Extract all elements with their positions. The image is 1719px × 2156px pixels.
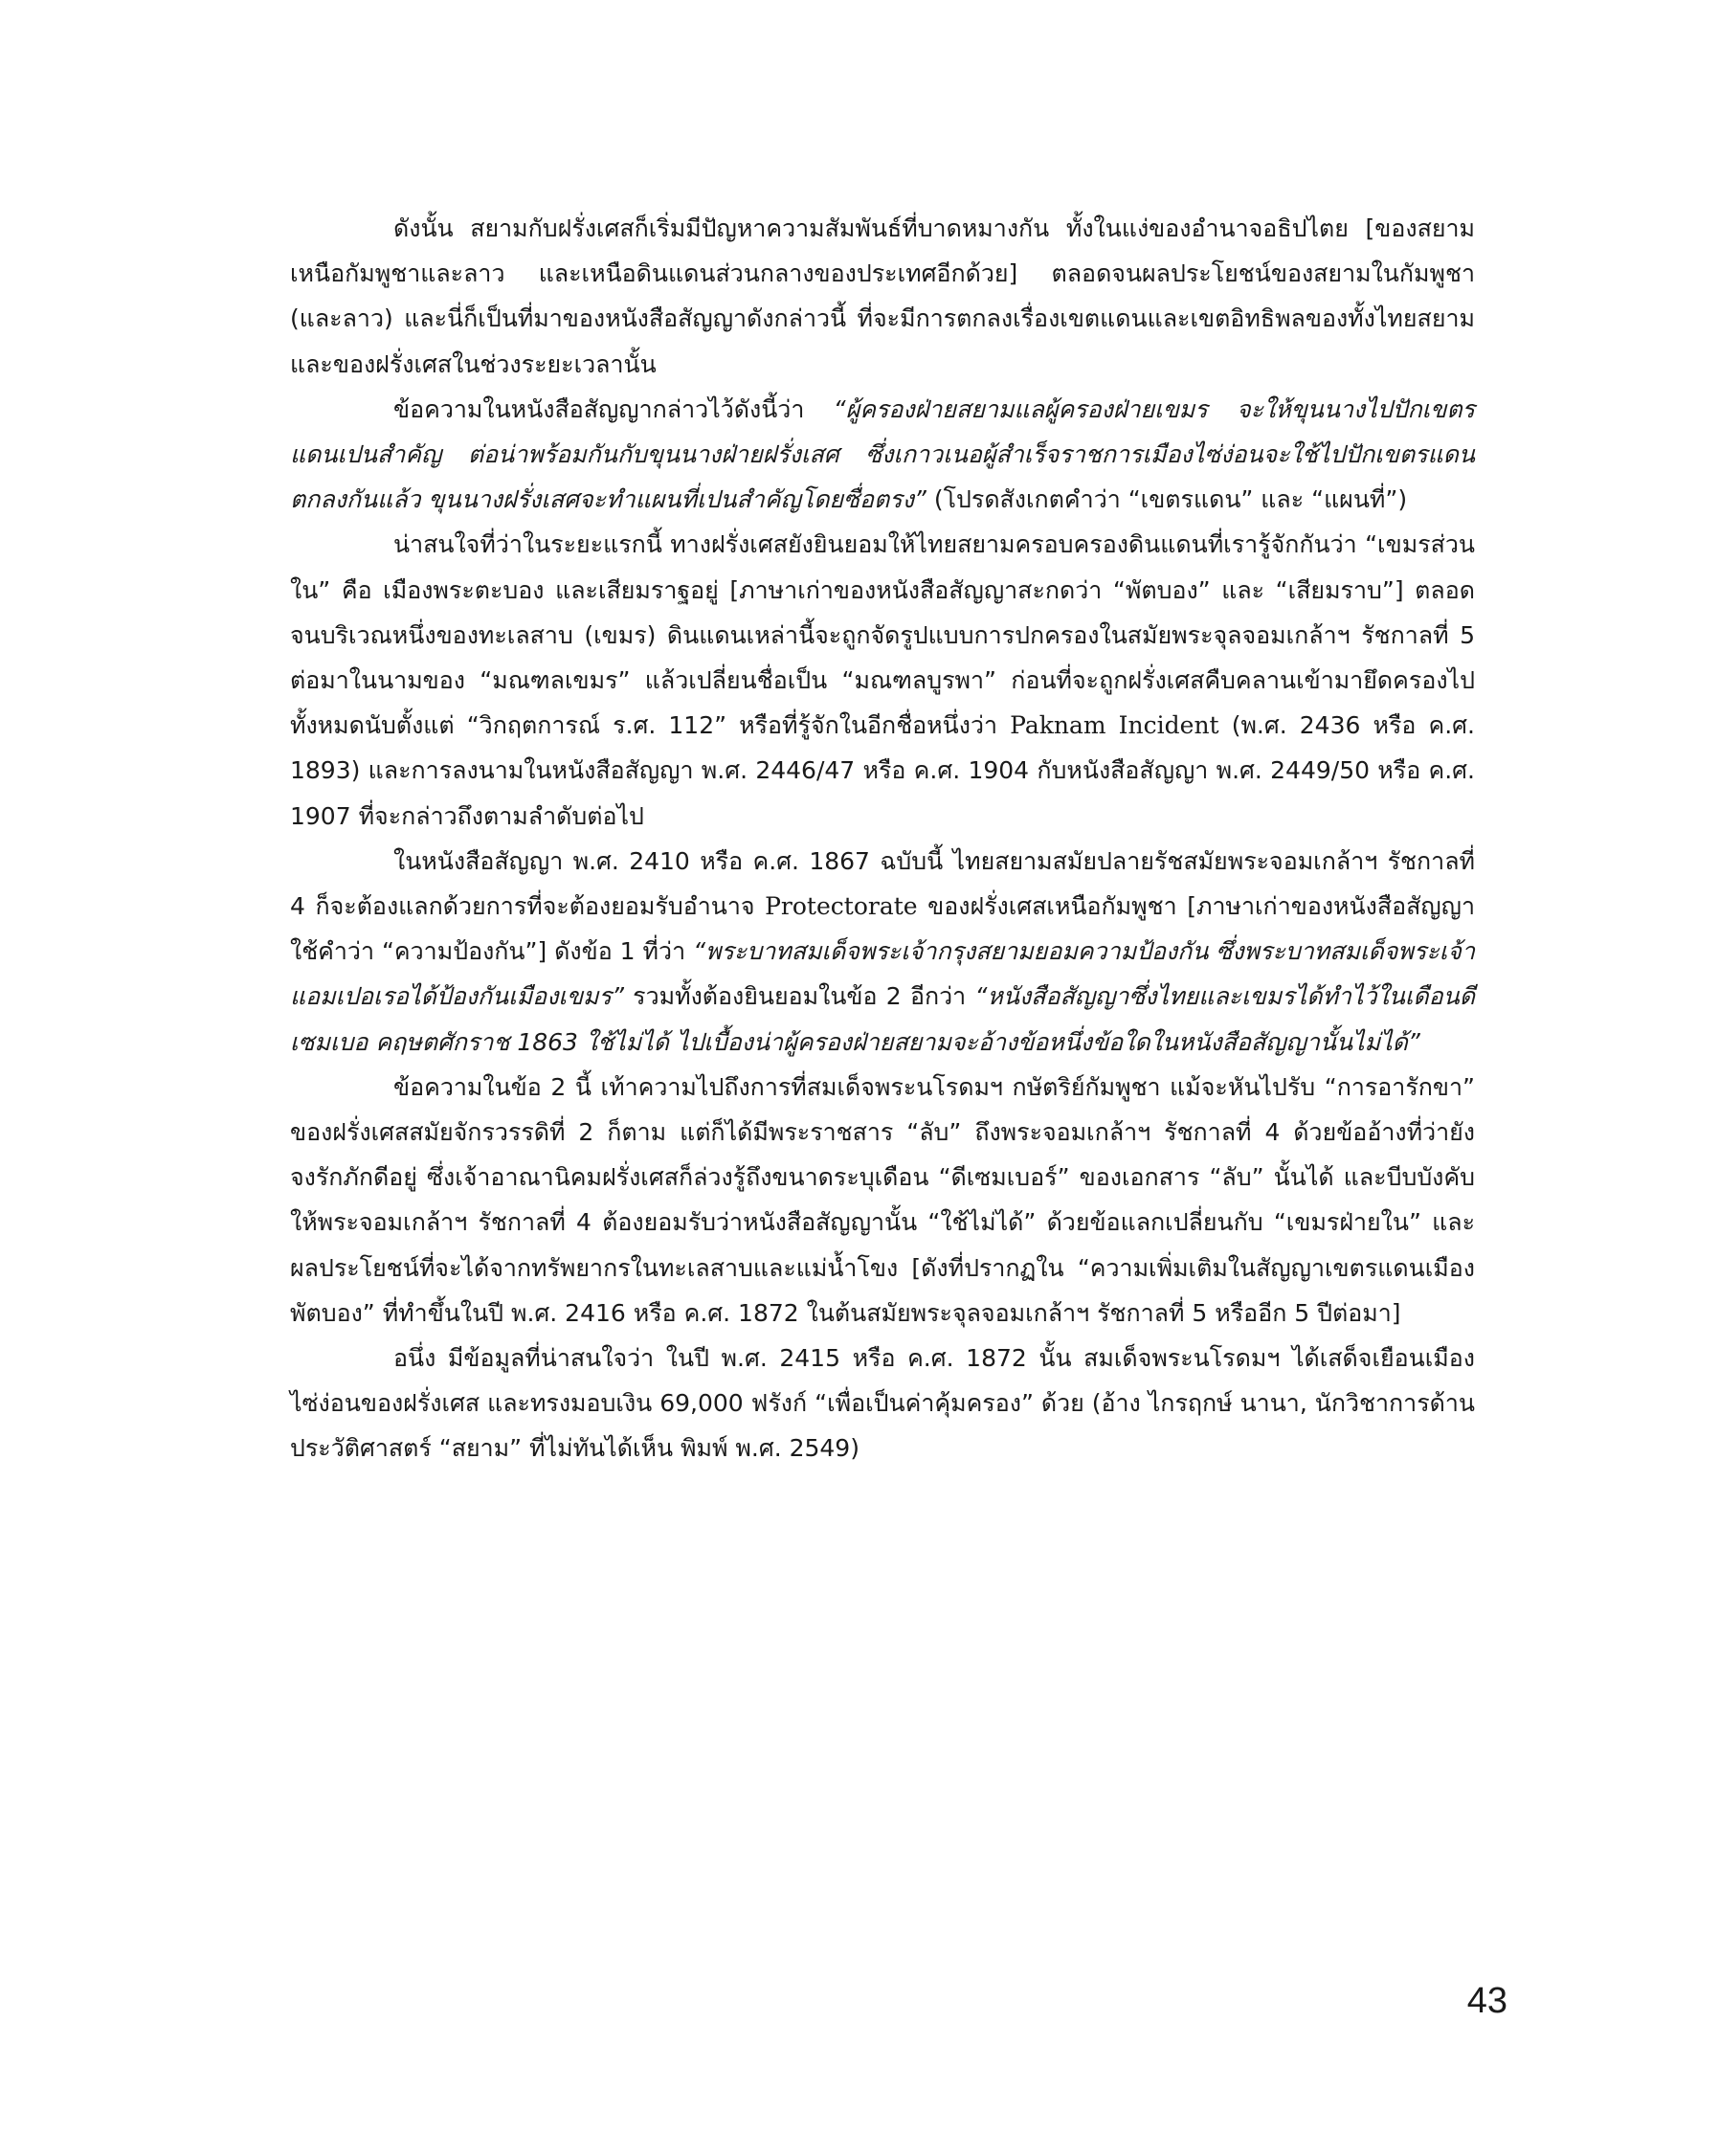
treaty-quote-article-2: “หนังสือสัญญาซึ่งไทยและเขมรได้ทำไว้ในเดือนดีเซมเบอ คฤษตศักราช 1863 ใช้ไม่ได้ ไปเบื้องน่าผู้ครองฝ่ายสยามจะอ้างข้อหนึ่งข้อใดในหนังสือสัญญานั้นไม่ได้”	[290, 982, 1475, 1056]
paragraph-1	[290, 206, 1475, 387]
paragraph-4-text-c: รวมทั้งต้องยินยอมในข้อ 2 อีกว่า	[623, 982, 975, 1011]
paragraph-6	[290, 1336, 1475, 1471]
protectorate-term: Protectorate	[765, 892, 918, 921]
paragraph-3-text-a: น่าสนใจที่ว่าในระยะแรกนี้ ทางฝรั่งเศสยังยินยอมให้ไทยสยามครอบครองดินแดนที่เรารู้จักกันว่า “เขมรส่วนใน” คือ เมืองพระตะบอง และเสียมราฐอยู่ [ภาษาเก่าของหนังสือสัญญาสะกดว่า “พัตบอง” และ “เสียมราบ”] ตลอดจนบริเวณหนึ่งของทะเลสาบ (เขมร) ดินแดนเหล่านี้จะถูกจัดรูปแบบการปกครองในสมัยพระจุลจอมเกล้าฯ รัชกาลที่ 5 ต่อมาในนามของ “มณฑลเขมร” แล้วเปลี่ยนชื่อเป็น “มณฑลบูรพา” ก่อนที่จะถูกฝรั่งเศสคืบคลานเข้ามายึดครองไปทั้งหมดนับตั้งแต่ “วิกฤตการณ์ ร.ศ. 112” หรือที่รู้จักในอีกชื่อหนึ่งว่า	[290, 530, 1475, 740]
body-text	[290, 206, 1475, 1471]
paragraph-6-text: อนึ่ง มีข้อมูลที่น่าสนใจว่า ในปี พ.ศ. 2415 หรือ ค.ศ. 1872 นั้น สมเด็จพระนโรดมฯ ได้เสด็จเยือนเมืองไซ่ง่อนของฝรั่งเศส และทรงมอบเงิน 69,000 ฟรังก์ “เพื่อเป็นค่าคุ้มครอง” ด้วย (อ้าง ไกรฤกษ์ นานา, นักวิชาการด้านประวัติศาสตร์ “สยาม” ที่ไม่ทันได้เห็น พิมพ์ พ.ศ. 2549)	[290, 1344, 1475, 1463]
paknam-incident-term: Paknam Incident	[1010, 711, 1219, 740]
treaty-quote-boundary: “ผู้ครองฝ่ายสยามแลผู้ครองฝ่ายเขมร จะให้ขุนนางไปปักเขตรแดนเปนสำคัญ ต่อน่าพร้อมกันกับขุนนางฝ่ายฝรั่งเสศ ซึ่งเกาวเนอผู้สำเร็จราชการเมืองไซ่ง่อนจะใช้ไปปักเขตรแดนตกลงกันแล้ว ขุนนางฝรั่งเสศจะทำแผนที่เปนสำคัญโดยซื่อตรง”	[290, 394, 1475, 514]
paragraph-2-intro: ข้อความในหนังสือสัญญากล่าวไว้ดังนี้ว่า	[393, 394, 834, 423]
paragraph-2-note: (โปรดสังเกตคำว่า “เขตรแดน” และ “แผนที่”)	[926, 485, 1408, 514]
paragraph-4-text-a: ในหนังสือสัญญา พ.ศ. 2410 หรือ ค.ศ. 1867 ฉบับนี้ ไทยสยามสมัยปลายรัชสมัยพระจอมเกล้าฯ รัชกาลที่ 4 ก็จะต้องแลกด้วยการที่จะต้องยอมรับอำนาจ	[290, 846, 1475, 921]
paragraph-5	[290, 1065, 1475, 1336]
treaty-quote-article-1: “พระบาทสมเด็จพระเจ้ากรุงสยามยอมความป้องกัน ซึ่งพระบาทสมเด็จพระเจ้าแอมเปอเรอได้ป้องกันเมืองเขมร”	[290, 937, 1475, 1011]
paragraph-3	[290, 522, 1475, 838]
paragraph-1-text: ดังนั้น สยามกับฝรั่งเศสก็เริ่มมีปัญหาความสัมพันธ์ที่บาดหมางกัน ทั้งในแง่ของอำนาจอธิปไตย [ของสยามเหนือกัมพูชาและลาว และเหนือดินแดนส่วนกลางของประเทศอีกด้วย] ตลอดจนผลประโยชน์ของสยามในกัมพูชา (และลาว) และนี่ก็เป็นที่มาของหนังสือสัญญาดังกล่าวนี้ ที่จะมีการตกลงเรื่องเขตแดนและเขตอิทธิพลของทั้งไทยสยามและของฝรั่งเศสในช่วงระยะเวลานั้น	[290, 214, 1475, 378]
paragraph-4-text-b: ของฝรั่งเศสเหนือกัมพูชา [ภาษาเก่าของหนังสือสัญญาใช้คำว่า “ความป้องกัน”] ดังข้อ 1 ที่ว่า	[290, 892, 1475, 966]
paragraph-2	[290, 387, 1475, 523]
paragraph-5-text: ข้อความในข้อ 2 นี้ เท้าความไปถึงการที่สมเด็จพระนโรดมฯ กษัตริย์กัมพูชา แม้จะหันไปรับ “การอารักขา” ของฝรั่งเศสสมัยจักรวรรดิที่ 2 ก็ตาม แต่ก็ได้มีพระราชสาร “ลับ” ถึงพระจอมเกล้าฯ รัชกาลที่ 4 ด้วยข้ออ้างที่ว่ายังจงรักภักดีอยู่ ซึ่งเจ้าอาณานิคมฝรั่งเศสก็ล่วงรู้ถึงขนาดระบุเดือน “ดีเซมเบอร์” ของเอกสาร “ลับ” นั้นได้ และบีบบังคับให้พระจอมเกล้าฯ รัชกาลที่ 4 ต้องยอมรับว่าหนังสือสัญญานั้น “ใช้ไม่ได้” ด้วยข้อแลกเปลี่ยนกับ “เขมรฝ่ายใน” และผลประโยชน์ที่จะได้จากทรัพยากรในทะเลสาบและแม่น้ำโขง [ดังที่ปรากฏใน “ความเพิ่มเติมในสัญญาเขตรแดนเมืองพัตบอง” ที่ทำขึ้นในปี พ.ศ. 2416 หรือ ค.ศ. 1872 ในต้นสมัยพระจุลจอมเกล้าฯ รัชกาลที่ 5 หรืออีก 5 ปีต่อมา]	[290, 1072, 1475, 1327]
page-number: 43	[1466, 1981, 1507, 2021]
paragraph-3-text-b: (พ.ศ. 2436 หรือ ค.ศ. 1893) และการลงนามในหนังสือสัญญา พ.ศ. 2446/47 หรือ ค.ศ. 1904 กับหนังสือสัญญา พ.ศ. 2449/50 หรือ ค.ศ. 1907 ที่จะกล่าวถึงตามลำดับต่อไป	[290, 711, 1475, 830]
paragraph-4	[290, 839, 1475, 1065]
